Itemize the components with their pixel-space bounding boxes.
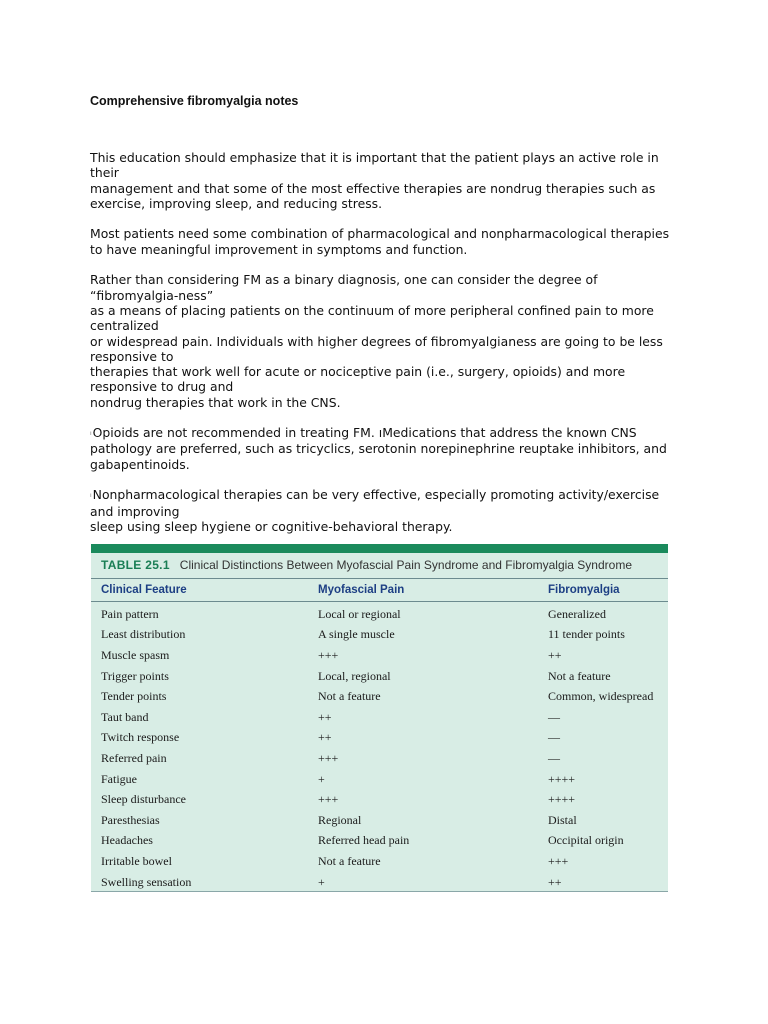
paragraph-line xyxy=(90,303,686,318)
table-header-row xyxy=(91,578,668,602)
cell-clinical-feature: Taut band xyxy=(101,709,149,724)
table-row xyxy=(91,851,668,872)
line-text: their xyxy=(90,165,119,181)
line-text: and improving xyxy=(90,503,180,519)
table-row xyxy=(91,789,668,810)
cell-clinical-feature: Trigger points xyxy=(101,668,169,683)
clinical-distinctions-table xyxy=(91,544,668,892)
list-marker: ı xyxy=(90,430,92,438)
header-myofascial-pain: Myofascial Pain xyxy=(318,584,405,596)
line-text: therapies that work well for acute or nociceptive pain (i.e., surgery, opioids) and more xyxy=(90,364,626,380)
table-row xyxy=(91,831,668,852)
line-text: centralized xyxy=(90,318,159,334)
cell-fibromyalgia: Occipital origin xyxy=(548,833,624,848)
cell-myofascial-pain: ++ xyxy=(318,730,332,745)
cell-fibromyalgia: Generalized xyxy=(548,606,606,621)
cell-fibromyalgia: — xyxy=(548,709,560,724)
table-row xyxy=(91,748,668,769)
cell-clinical-feature: Muscle spasm xyxy=(101,647,170,662)
paragraph-line xyxy=(90,226,686,241)
table-row xyxy=(91,769,668,790)
cell-fibromyalgia: +++ xyxy=(548,853,569,868)
table-row xyxy=(91,686,668,707)
paragraph xyxy=(90,272,686,410)
paragraph-line xyxy=(90,519,686,534)
paragraph-line xyxy=(90,441,686,456)
cell-myofascial-pain: +++ xyxy=(318,792,339,807)
cell-myofascial-pain: Referred head pain xyxy=(318,833,410,848)
paragraph-line xyxy=(90,457,686,472)
table-row xyxy=(91,872,668,893)
table-accent-bar xyxy=(91,544,668,553)
paragraph-line xyxy=(90,272,686,287)
line-text: pathology are preferred, such as tricyclics, serotonin norepinephrine reuptake inhibitors, and xyxy=(90,441,667,457)
cell-fibromyalgia: ++ xyxy=(548,874,562,889)
line-text: “fibromyalgia-ness” xyxy=(90,287,214,303)
paragraph xyxy=(90,226,686,257)
table-row xyxy=(91,810,668,831)
cell-fibromyalgia: ++++ xyxy=(548,771,576,786)
cell-clinical-feature: Least distribution xyxy=(101,627,186,642)
table-row xyxy=(91,666,668,687)
cell-myofascial-pain: ++ xyxy=(318,709,332,724)
cell-clinical-feature: Irritable bowel xyxy=(101,853,172,868)
paragraph-line xyxy=(90,425,686,441)
paragraph xyxy=(90,487,686,534)
table-row xyxy=(91,625,668,646)
cell-clinical-feature: Twitch response xyxy=(101,730,180,745)
cell-clinical-feature: Pain pattern xyxy=(101,606,159,621)
paragraph-line xyxy=(90,379,686,394)
cell-clinical-feature: Referred pain xyxy=(101,750,167,765)
line-text: Most patients need some combination of pharmacological and nonpharmacological therapies xyxy=(90,226,670,242)
cell-fibromyalgia: — xyxy=(548,730,560,745)
body-text xyxy=(90,150,686,549)
paragraph-line xyxy=(90,165,686,180)
paragraph-line xyxy=(90,487,686,503)
paragraph xyxy=(90,425,686,472)
paragraph-line xyxy=(90,150,686,165)
line-text: responsive to drug and xyxy=(90,379,234,395)
paragraph-line xyxy=(90,364,686,379)
cell-clinical-feature: Sleep disturbance xyxy=(101,792,186,807)
cell-myofascial-pain: A single muscle xyxy=(318,627,395,642)
cell-myofascial-pain: Not a feature xyxy=(318,853,381,868)
cell-fibromyalgia: ++++ xyxy=(548,792,576,807)
line-text: exercise, improving sleep, and reducing stress. xyxy=(90,195,383,211)
cell-fibromyalgia: ++ xyxy=(548,647,562,662)
paragraph-line xyxy=(90,504,686,519)
paragraph-line xyxy=(90,288,686,303)
cell-myofascial-pain: Local, regional xyxy=(318,668,391,683)
line-text: to have meaningful improvement in symptoms and function. xyxy=(90,241,468,257)
cell-myofascial-pain: + xyxy=(318,771,325,786)
line-text: gabapentinoids. xyxy=(90,456,190,472)
paragraph-line xyxy=(90,196,686,211)
header-clinical-feature: Clinical Feature xyxy=(101,584,187,596)
cell-myofascial-pain: Not a feature xyxy=(318,689,381,704)
cell-fibromyalgia: — xyxy=(548,750,560,765)
cell-fibromyalgia: Not a feature xyxy=(548,668,611,683)
line-text: Rather than considering FM as a binary diagnosis, one can consider the degree of xyxy=(90,272,598,288)
cell-clinical-feature: Headaches xyxy=(101,833,153,848)
table-body xyxy=(91,602,668,892)
cell-fibromyalgia: 11 tender points xyxy=(548,627,625,642)
header-fibromyalgia: Fibromyalgia xyxy=(548,584,620,596)
paragraph-line xyxy=(90,242,686,257)
cell-fibromyalgia: Common, widespread xyxy=(548,689,654,704)
paragraph-line xyxy=(90,318,686,333)
line-text: as a means of placing patients on the continuum of more peripheral confined pain to more xyxy=(90,302,654,318)
cell-clinical-feature: Fatigue xyxy=(101,771,137,786)
list-marker: ı xyxy=(90,492,92,500)
cell-myofascial-pain: Local or regional xyxy=(318,606,401,621)
table-row xyxy=(91,707,668,728)
line-text: Opioids are not recommended in treating FM. ıMedications that address the known CNS xyxy=(92,425,637,441)
line-text: Nonpharmacological therapies can be very effective, especially promoting activity/exercise xyxy=(92,487,660,503)
cell-myofascial-pain: +++ xyxy=(318,750,339,765)
paragraph-line xyxy=(90,349,686,364)
table-number: TABLE 25.1 xyxy=(101,558,170,572)
cell-clinical-feature: Tender points xyxy=(101,689,167,704)
table-row xyxy=(91,645,668,666)
table-caption-text: Clinical Distinctions Between Myofascial Pain Syndrome and Fibromyalgia Syndrome xyxy=(179,558,632,572)
paragraph-line xyxy=(90,181,686,196)
cell-fibromyalgia: Distal xyxy=(548,812,577,827)
paragraph-line xyxy=(90,334,686,349)
table-caption xyxy=(91,553,668,577)
line-text: This education should emphasize that it is important that the patient plays an active role in xyxy=(90,150,659,165)
cell-myofascial-pain: + xyxy=(318,874,325,889)
table-bottom-rule xyxy=(91,891,668,892)
cell-myofascial-pain: +++ xyxy=(318,647,339,662)
line-text: or widespread pain. Individuals with higher degrees of fibromyalgianess are going to be less xyxy=(90,333,663,349)
line-text: management and that some of the most effective therapies are nondrug therapies such as xyxy=(90,180,656,196)
line-text: sleep using sleep hygiene or cognitive-behavioral therapy. xyxy=(90,518,453,534)
table-row xyxy=(91,728,668,749)
cell-clinical-feature: Paresthesias xyxy=(101,812,160,827)
paragraph xyxy=(90,150,686,211)
cell-myofascial-pain: Regional xyxy=(318,812,362,827)
line-text: nondrug therapies that work in the CNS. xyxy=(90,394,341,410)
document-title: Comprehensive fibromyalgia notes xyxy=(90,94,299,108)
table-row xyxy=(91,604,668,625)
paragraph-line xyxy=(90,395,686,410)
line-text: responsive to xyxy=(90,348,174,364)
cell-clinical-feature: Swelling sensation xyxy=(101,874,192,889)
